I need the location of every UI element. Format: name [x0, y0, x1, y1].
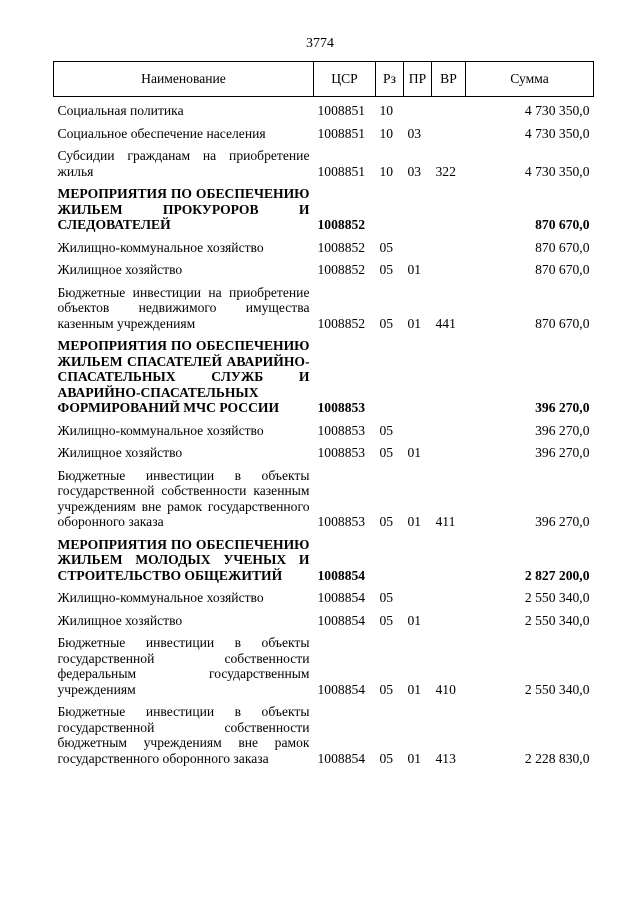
cell-name: Бюджетные инвестиции в объекты государственной собственности бюджетным учреждениям вне рамок государственного оборонного заказа — [57, 704, 310, 766]
table-header — [54, 62, 594, 97]
budget-table-container — [53, 61, 593, 770]
cell-pr — [404, 183, 432, 237]
cell-csr: 1008852 — [317, 217, 366, 232]
cell-sum: 4 730 350,0 — [524, 125, 590, 141]
table-row — [54, 97, 594, 123]
cell-name: Жилищное хозяйство — [57, 262, 183, 277]
cell-name: Жилищное хозяйство — [57, 612, 183, 628]
cell-sum: 2 550 340,0 — [524, 612, 590, 628]
table-row-section — [54, 335, 594, 420]
cell-name: МЕРОПРИЯТИЯ ПО ОБЕСПЕЧЕНИЮ ЖИЛЬЕМ МОЛОДЫХ УЧЕНЫХ И СТРОИТЕЛЬСТВО ОБЩЕЖИТИЙ — [57, 536, 310, 583]
cell-name: МЕРОПРИЯТИЯ ПО ОБЕСПЕЧЕНИЮ ЖИЛЬЕМ ПРОКУРОРОВ И СЛЕДОВАТЕЛЕЙ — [57, 186, 310, 232]
cell-vr — [432, 587, 466, 610]
cell-rz: 05 — [379, 315, 394, 331]
cell-pr — [404, 420, 432, 443]
cell-rz: 05 — [379, 239, 394, 255]
cell-pr: 03 — [407, 163, 422, 179]
cell-vr — [432, 420, 466, 443]
cell-csr: 1008854 — [317, 612, 366, 628]
cell-name: Жилищно-коммунальное хозяйство — [57, 239, 264, 255]
cell-sum: 396 270,0 — [535, 514, 590, 529]
cell-vr — [432, 442, 466, 465]
cell-vr: 410 — [435, 681, 456, 697]
header-csr: ЦСР — [314, 62, 376, 97]
table-row — [54, 701, 594, 770]
cell-rz: 05 — [379, 445, 394, 460]
header-pr: ПР — [404, 62, 432, 97]
table-row — [54, 259, 594, 282]
cell-rz: 10 — [379, 103, 394, 118]
cell-vr — [432, 259, 466, 282]
cell-csr: 1008854 — [317, 567, 366, 583]
table-row — [54, 237, 594, 260]
table-body — [54, 97, 594, 771]
cell-csr: 1008853 — [317, 445, 366, 460]
cell-csr: 1008852 — [317, 315, 366, 331]
cell-vr — [432, 534, 466, 588]
cell-name: Жилищно-коммунальное хозяйство — [57, 422, 264, 438]
table-row — [54, 282, 594, 336]
cell-csr: 1008854 — [317, 681, 366, 697]
cell-sum: 870 670,0 — [535, 239, 590, 255]
cell-name: Социальное обеспечение населения — [57, 125, 266, 141]
cell-pr: 01 — [407, 750, 422, 766]
cell-sum: 870 670,0 — [535, 217, 590, 232]
cell-pr: 01 — [407, 262, 422, 277]
cell-pr — [404, 335, 432, 420]
cell-csr: 1008852 — [317, 239, 366, 255]
cell-pr — [404, 587, 432, 610]
cell-pr: 01 — [407, 514, 422, 529]
page-number: 3774 — [306, 36, 334, 51]
header-name: Наименование — [54, 62, 314, 97]
cell-rz: 05 — [379, 262, 394, 277]
cell-rz: 05 — [379, 590, 394, 605]
cell-csr: 1008851 — [317, 103, 366, 118]
cell-name: Социальная политика — [57, 103, 184, 118]
cell-name: МЕРОПРИЯТИЯ ПО ОБЕСПЕЧЕНИЮ ЖИЛЬЕМ СПАСАТЕЛЕЙ АВАРИЙНО-СПАСАТЕЛЬНЫХ СЛУЖБ И АВАРИЙНО-СПАСАТЕЛЬНЫХ ФОРМИРОВАНИЙ МЧС РОССИИ — [57, 338, 310, 415]
cell-name: Бюджетные инвестиции в объекты государственной собственности казенным учреждениям вне рамок государственного оборонного заказа — [57, 467, 310, 529]
cell-name: Бюджетные инвестиции в объекты государственной собственности федеральным государственным учреждениям — [57, 635, 310, 697]
table-row — [54, 465, 594, 534]
cell-vr: 322 — [435, 163, 456, 179]
cell-sum: 396 270,0 — [535, 422, 590, 438]
budget-table — [53, 61, 594, 770]
cell-sum: 2 228 830,0 — [524, 750, 590, 766]
cell-sum: 4 730 350,0 — [524, 103, 590, 118]
table-row — [54, 632, 594, 701]
cell-csr: 1008853 — [317, 514, 366, 529]
cell-pr — [404, 237, 432, 260]
table-row — [54, 123, 594, 146]
cell-rz: 05 — [379, 681, 394, 697]
table-row — [54, 145, 594, 183]
cell-vr — [432, 183, 466, 237]
header-sum: Сумма — [466, 62, 594, 97]
cell-vr: 413 — [435, 750, 456, 766]
cell-name: Жилищное хозяйство — [57, 445, 183, 460]
table-row — [54, 610, 594, 633]
cell-rz: 10 — [379, 163, 394, 179]
table-row — [54, 420, 594, 443]
cell-rz: 05 — [379, 422, 394, 438]
cell-csr: 1008851 — [317, 163, 366, 179]
cell-csr: 1008854 — [317, 750, 366, 766]
header-vr: ВР — [432, 62, 466, 97]
cell-rz: 05 — [379, 514, 394, 529]
cell-pr: 01 — [407, 612, 422, 628]
cell-csr: 1008852 — [317, 262, 366, 277]
cell-pr: 03 — [407, 125, 422, 141]
cell-vr — [432, 237, 466, 260]
cell-csr: 1008853 — [317, 400, 366, 415]
cell-vr — [432, 335, 466, 420]
cell-sum: 396 270,0 — [535, 400, 590, 415]
cell-vr — [432, 123, 466, 146]
cell-csr: 1008851 — [317, 125, 366, 141]
cell-rz — [376, 335, 404, 420]
table-row — [54, 587, 594, 610]
cell-pr: 01 — [407, 315, 422, 331]
cell-vr: 411 — [435, 514, 456, 529]
cell-vr — [432, 610, 466, 633]
cell-name: Бюджетные инвестиции на приобретение объектов недвижимого имущества казенным учреждениям — [57, 284, 310, 331]
cell-sum: 870 670,0 — [535, 315, 590, 331]
cell-sum: 2 827 200,0 — [524, 567, 590, 583]
cell-pr — [404, 534, 432, 588]
cell-csr: 1008853 — [317, 422, 366, 438]
cell-rz: 05 — [379, 750, 394, 766]
header-rz: Рз — [376, 62, 404, 97]
cell-csr: 1008854 — [317, 590, 366, 605]
cell-sum: 2 550 340,0 — [524, 681, 590, 697]
cell-pr: 01 — [407, 681, 422, 697]
cell-sum: 870 670,0 — [535, 262, 590, 277]
cell-sum: 396 270,0 — [535, 445, 590, 460]
cell-name: Жилищно-коммунальное хозяйство — [57, 590, 264, 605]
header-row — [54, 62, 594, 97]
cell-pr: 01 — [407, 445, 422, 460]
table-row-section — [54, 183, 594, 237]
cell-rz: 05 — [379, 612, 394, 628]
cell-sum: 2 550 340,0 — [524, 590, 590, 605]
table-row-section — [54, 534, 594, 588]
cell-sum: 4 730 350,0 — [524, 163, 590, 179]
cell-vr: 441 — [435, 315, 456, 331]
cell-rz — [376, 534, 404, 588]
cell-vr — [432, 97, 466, 123]
cell-pr — [404, 97, 432, 123]
table-row — [54, 442, 594, 465]
cell-rz: 10 — [379, 125, 394, 141]
cell-rz — [376, 183, 404, 237]
cell-name: Субсидии гражданам на приобретение жилья — [57, 148, 310, 179]
